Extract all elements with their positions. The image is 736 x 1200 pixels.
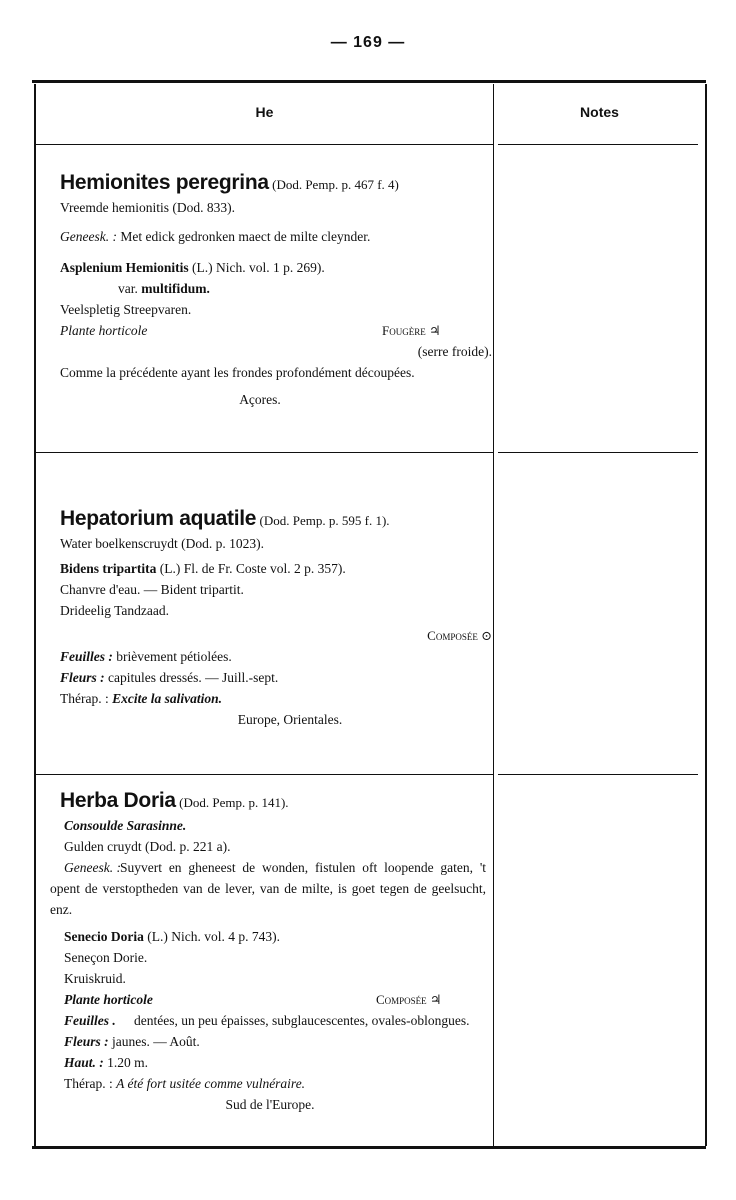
variety-name: multifidum.: [141, 281, 210, 296]
geneesk-label: Geneesk. :: [64, 860, 121, 875]
leaves-text: dentées, un peu épaisses, subglaucescentes, ovales-oblongues.: [134, 1013, 470, 1028]
entry-title-ref: (Dod. Pemp. p. 595 f. 1).: [259, 513, 390, 528]
leaves-text: brièvement pétiolées.: [116, 649, 232, 664]
therap-label: Thérap. :: [64, 1076, 113, 1091]
geneesk-text: Met edick gedronken maect de milte cleynder.: [120, 229, 371, 244]
entry-title-ref: (Dod. Pemp. p. 141).: [179, 795, 289, 810]
entry-separator-notes: [498, 774, 698, 775]
column-header-notes: Notes: [580, 104, 619, 120]
flowers-text: capitules dressés. — Juill.-sept.: [108, 670, 279, 685]
geneesk-text: Suyvert en gheneest de wonden, fistulen oft loopende gaten, 't opent de verstoptheden van de lever, van de milte, is goet tegen de geelsucht, enz.: [50, 860, 486, 917]
geneesk-label: Geneesk. :: [60, 229, 117, 244]
plant-type: Plante horticole: [64, 992, 153, 1007]
synonym-ref: (L.) Nich. vol. 4 p. 743).: [147, 929, 280, 944]
table-bottom-rule: [32, 1146, 706, 1149]
variety-label: var.: [118, 281, 138, 296]
entry-hepatorium: [60, 508, 492, 730]
plant-type: Plante horticole: [60, 323, 148, 338]
entry-herba-doria: [50, 790, 486, 1115]
synonym-ref: (L.) Nich. vol. 1 p. 269).: [192, 260, 325, 275]
table-top-rule: [32, 80, 706, 83]
french-name: Chanvre d'eau. — Bident tripartit.: [60, 582, 244, 597]
entry-title: Hemionites peregrina: [60, 171, 269, 194]
distribution: Sud de l'Europe.: [225, 1097, 315, 1112]
family-note: (serre froide).: [417, 344, 492, 359]
synonym-name: Bidens tripartita: [60, 561, 157, 576]
entry-title-ref: (Dod. Pemp. p. 467 f. 4): [272, 177, 399, 192]
family-label: Composée ⊙: [427, 628, 492, 643]
old-name: Consoulde Sarasinne.: [64, 818, 187, 833]
flowers-label: Fleurs :: [64, 1034, 109, 1049]
flowers-label: Fleurs :: [60, 670, 105, 685]
height-text: 1.20 m.: [107, 1055, 149, 1070]
entry-separator-notes: [498, 452, 698, 453]
leaves-label: Feuilles .: [64, 1013, 116, 1028]
dutch-name: Drideelig Tandzaad.: [60, 603, 170, 618]
entry-title: Herba Doria: [60, 789, 176, 812]
table-left-border: [34, 84, 36, 1146]
synonym-name: Senecio Doria: [64, 929, 144, 944]
synonym-name: Asplenium Hemionitis: [60, 260, 189, 275]
vernacular-name: Vreemde hemionitis (Dod. 833).: [60, 200, 236, 215]
family-label: Fougère ♃: [382, 323, 441, 338]
distribution: Europe, Orientales.: [237, 712, 343, 727]
entry-description: Comme la précédente ayant les frondes profondément découpées.: [60, 365, 415, 380]
page-number: — 169 —: [330, 34, 406, 51]
vernacular-name: Gulden cruydt (Dod. p. 221 a).: [64, 839, 231, 854]
vernacular-name: Water boelkenscruydt (Dod. p. 1023).: [60, 536, 264, 551]
family-label: Composée ♃: [376, 992, 442, 1007]
flowers-text: jaunes. — Août.: [112, 1034, 200, 1049]
french-name: Seneçon Dorie.: [64, 950, 148, 965]
entry-separator: [36, 774, 494, 775]
dutch-name: Veelspletig Streepvaren.: [60, 302, 192, 317]
entry-title: Hepatorium aquatile: [60, 507, 257, 530]
therap-label: Thérap. :: [60, 691, 109, 706]
therap-text: Excite la salivation.: [112, 691, 222, 706]
synonym-ref: (L.) Fl. de Fr. Coste vol. 2 p. 357).: [159, 561, 346, 576]
header-separator: [36, 144, 494, 145]
entry-hemionites: [60, 172, 492, 410]
distribution: Açores.: [239, 392, 281, 407]
column-header-left: He: [255, 104, 274, 120]
height-label: Haut. :: [64, 1055, 104, 1070]
table-right-border: [705, 84, 707, 1146]
entry-separator: [36, 452, 494, 453]
therap-text: A été fort usitée comme vulnéraire.: [116, 1076, 306, 1091]
header-separator-notes: [498, 144, 698, 145]
dutch-name: Kruiskruid.: [64, 971, 126, 986]
leaves-label: Feuilles :: [60, 649, 113, 664]
column-divider: [493, 84, 494, 1146]
